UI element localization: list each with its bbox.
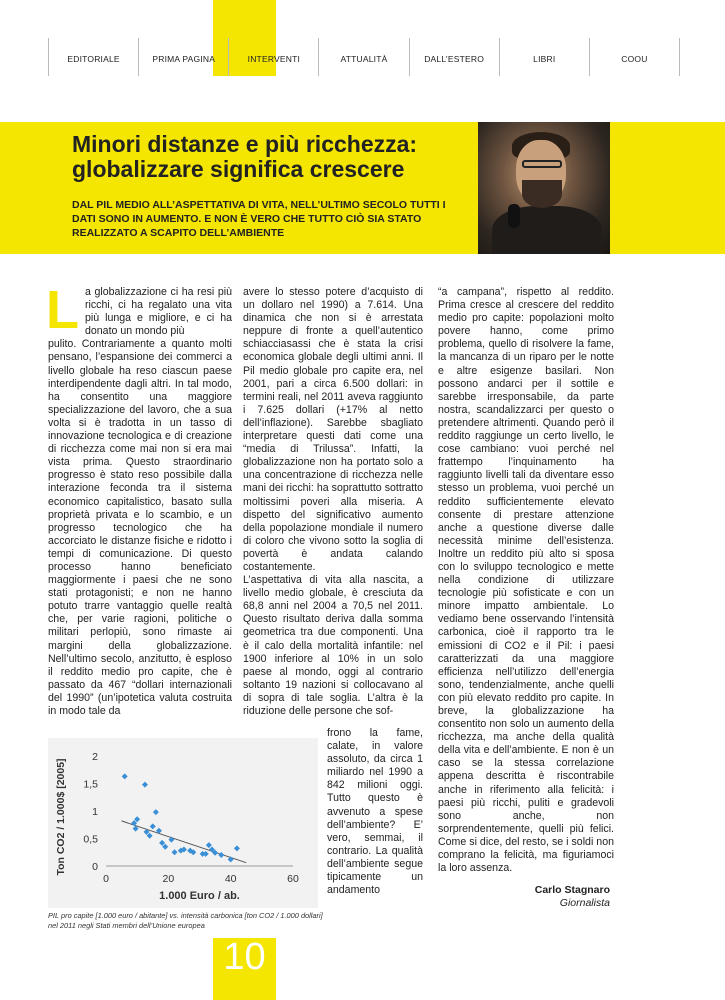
column-2-tail: frono la fame, calate, in valore assoluto, da circa 1 miliardo nel 1990 a 842 milioni oggi. Tutto questo è avvenuto a spese dell’ambiente? E’ vero, semmai, il contrario. La qualità dell’ambiente segue tipicamente un andamento: [327, 727, 423, 897]
article-title: [72, 132, 472, 182]
column-2: [243, 286, 423, 718]
y-tick-label: 2: [92, 751, 98, 763]
author-role: Giornalista: [559, 897, 610, 909]
title-line-2: globalizzare significa crescere: [72, 156, 405, 182]
nav-tab-2[interactable]: INTERVENTI: [228, 38, 318, 76]
photo-glasses: [522, 160, 562, 168]
drop-cap: L: [46, 280, 79, 340]
nav-tab-1[interactable]: PRIMA PAGINA: [138, 38, 228, 76]
section-nav: [48, 38, 680, 76]
author-signature: [438, 884, 610, 910]
x-tick-label: 60: [287, 873, 299, 885]
column-1: [46, 280, 232, 718]
nav-tab-0[interactable]: EDITORIALE: [48, 38, 138, 76]
author-name: Carlo Stagnaro: [534, 884, 610, 896]
column-3: [438, 286, 614, 875]
y-tick-label: 1: [92, 806, 98, 818]
x-axis-label: 1.000 Euro / ab.: [159, 890, 240, 902]
y-tick-label: 1,5: [83, 778, 98, 791]
column-3-body: “a campana”, rispetto al reddito. Prima cresce al crescere del reddito medio pro capite: popolazioni molto povere hanno, come primo problema, quello di risolvere la fame, la mancanza di un riparo per le notte e altre esigenze basilari. Non possono andarci per il sottile e sarebbe irresponsabile, da parte nostra, scandalizzarci per questo o pretendere altrimenti. Quando però il reddito raggiunge un certo livello, le cose cambiano: vuoi perché nel frattempo l’inquinamento ha raggiunto livelli tali da diventare esso stesso un problema, vuoi perché un reddito sufficientemente elevato consente di prestare attenzione anche a questione diverse dalle necessità minime dell’esistenza. Inoltre un reddito più alto si sposa con lo sviluppo tecnologico e mette nella condizione di utilizzare tecnologie più sofisticate e con un minore impatto ambientale. Lo vediamo bene osservando l’intensità carbonica, cioè il rapporto tra le emissioni di CO2 e il Pil: i paesi caratterizzati da una maggiore efficienza nell’utilizzo dell’energia sono, tendenzialmente, anche quelli con più elevato reddito pro capite. In breve, la globalizzazione ha consentito non solo un aumento della ricchezza, ma anche della qualità della vita e dell’ambiente. E non è un caso se la stessa correlazione appena descritta è riscontrabile anche in riferimento alla felicità: i paesi più ricchi, puliti e gradevoli sono anche, non sorprendentemente, quelli più felici. Come si dice, del resto, se i soldi non comprano la felicità, ma figuriamoci la loro assenza.: [438, 286, 614, 875]
nav-tab-5[interactable]: LIBRI: [499, 38, 589, 76]
article-subtitle: DAL PIL MEDIO ALL’ASPETTATIVA DI VITA, NELL’ULTIMO SECOLO TUTTI I DATI SONO IN AUMENTO. E NON È VERO CHE TUTTO CIÒ SIA STATO REALIZZATO A SCAPITO DELL’AMBIENTE: [72, 199, 446, 239]
column-2-paragraph-2: L’aspettativa di vita alla nascita, a livello medio globale, è cresciuta da 68,8 anni nel 2004 a 70,5 nel 2011. Questo risultato deriva dalla somma geometrica tra due componenti. Una è il calo della mortalità infantile: nel 1900 inferiore al 10% in un solo paese al mondo, oggi al contrario soltanto 19 nazioni si collocavano al di sopra di tale soglia. L’altra è la riduzione delle persone che sof-: [243, 574, 423, 717]
photo-microphone: [508, 204, 520, 228]
y-tick-label: 0: [92, 861, 98, 873]
x-tick-label: 40: [224, 873, 237, 885]
x-tick-label: 20: [162, 873, 175, 885]
column-1-body: pulito. Contrariamente a quanto molti pensano, l’espansione dei commerci a livello globale ha reso ciascun paese interdipendente dagli altri. In tal modo, ha consentito una maggiore specializzazione del lavoro, che a sua volta si è tradotta in un tasso di innovazione tecnologica e di creazione di ricchezza come mai non si era mai vista prima. Questo straordinario progresso è stato reso possibile dalla interazione feconda tra il sistema economico capitalistico, basato sulla proprietà privata e lo scambio, e un progresso tecnologico che ha accorciato le distanze fisiche e ridotto i tempi di comunicazione. Di questo processo hanno beneficiato maggiormente i paesi che ne sono stati protagonisti; e non ne hanno potuto trarre vantaggio quelle realtà che, per varie ragioni, politiche o militari perlopiù, sono rimaste ai margini della globalizzazione. Nell’ultimo secolo, anzitutto, è esploso il reddito medio pro capite, che è passato da 467 “dollari internazionali del 1990” (un’ipotetica valuta costruita in modo tale da: [48, 338, 232, 717]
x-tick-label: 0: [103, 873, 109, 885]
scatter-chart: [48, 738, 318, 908]
chart-caption: PIL pro capite [1.000 euro / abitante] vs. intensità carbonica [ton CO2 / 1.000 dollari] nel 2011 negli Stati membri dell’Unione europea: [48, 911, 323, 930]
chart-background: [48, 738, 318, 908]
column-2-paragraph-1: avere lo stesso potere d’acquisto di un dollaro nel 1990) a 7.614. Una dinamica che non si è arrestata neppure di fronte a quell’autentico schiacciasassi che è stata la crisi economica globale degli ultimi anni. Il Pil medio globale pro capite era, nel 2001, pari a circa 6.500 dollari: in termini reali, nel 2011 aveva raggiunto i 7.625 dollari (+17% al netto dell’inflazione). Sarebbe sbagliato interpretare questi dati come una “media di Trilussa”. Infatti, la globalizzazione non ha portato solo a una concentrazione di ricchezza nelle mani dei ricchi: ha soprattutto sottratto moltissimi poveri alla miseria. A dispetto del significativo aumento della popolazione mondiale il numero di coloro che vivono sotto la soglia di povertà è andata calando costantemente.: [243, 286, 423, 573]
photo-beard: [522, 180, 562, 208]
author-photo: [478, 122, 610, 254]
title-line-1: Minori distanze e più ricchezza:: [72, 131, 418, 157]
y-tick-label: 0,5: [83, 833, 98, 846]
nav-tab-6[interactable]: COOU: [589, 38, 680, 76]
y-axis-label: Ton CO2 / 1.000$ [2005]: [55, 758, 67, 876]
nav-tab-3[interactable]: ATTUALITÀ: [318, 38, 408, 76]
intro-paragraph: a globalizzazione ci ha resi più ricchi, ci ha regalato una vita più lunga e migliore, e ci ha donato un mondo più: [85, 286, 232, 338]
page-number: 10: [223, 936, 266, 978]
nav-tab-4[interactable]: DALL’ESTERO: [409, 38, 499, 76]
